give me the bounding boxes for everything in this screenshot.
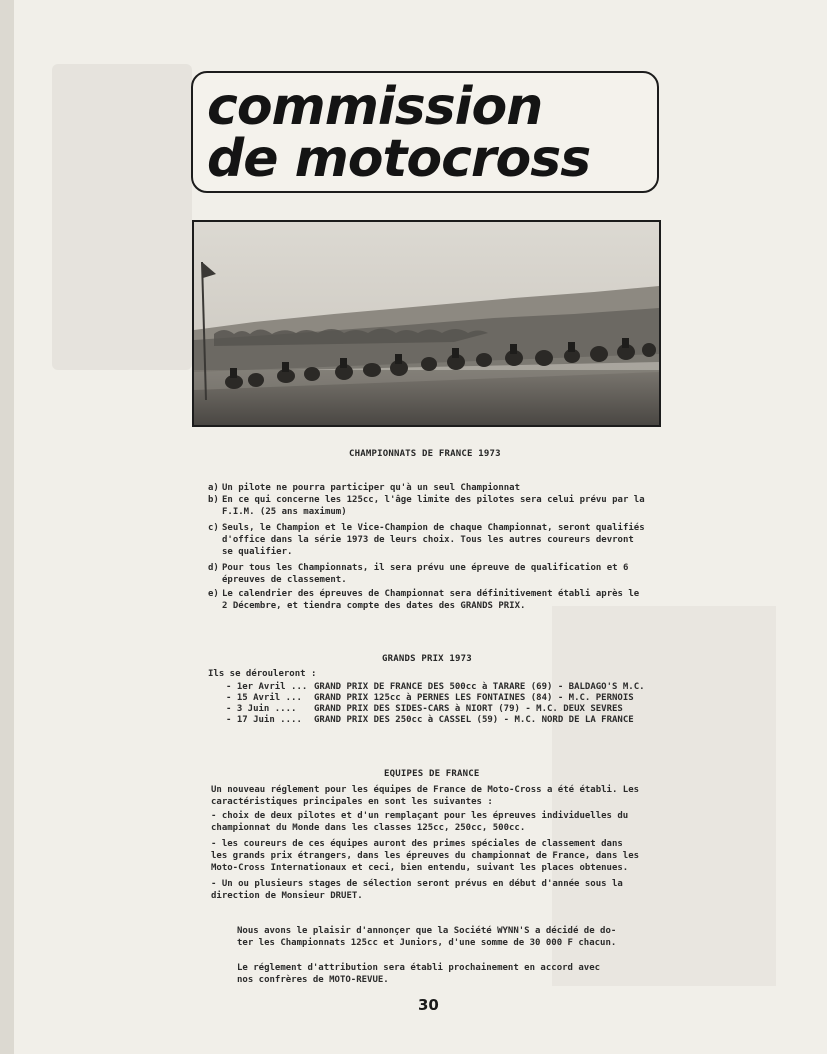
grand-prix-date: - 15 Avril ... <box>226 693 302 703</box>
equipes-point-line: direction de Monsieur DRUET. <box>211 891 363 901</box>
grand-prix-date: - 3 Juin .... <box>226 704 297 714</box>
item-line: F.I.M. (25 ans maximum) <box>222 507 347 517</box>
page-title-line-1: commission <box>207 77 543 137</box>
championnats-item-e <box>208 588 639 612</box>
equipes-point-line: les grands prix étrangers, dans les épreuves du championnat de France, dans les <box>211 851 640 861</box>
item-marker: e) <box>208 589 219 599</box>
annonce-line: ter les Championnats 125cc et Juniors, d'une somme de 30 000 F chacun. <box>237 938 617 948</box>
annonce-paragraph-2 <box>237 962 600 986</box>
equipes-point-3 <box>211 878 623 902</box>
equipes-point-line: - choix de deux pilotes et d'un remplaçant pour les épreuves individuelles du <box>211 811 629 821</box>
grand-prix-date: - 17 Juin .... <box>226 715 302 725</box>
bleed-through-photo-left <box>52 64 192 370</box>
item-line: En ce qui concerne les 125cc, l'âge limite des pilotes sera celui prévu par la <box>222 495 645 505</box>
equipes-point-line: - les coureurs de ces équipes auront des primes spéciales de classement dans <box>211 839 623 849</box>
page-binding-edge <box>0 0 14 1054</box>
equipes-intro-line: caractéristiques principales en sont les suivantes : <box>211 797 493 807</box>
item-line: Seuls, le Champion et le Vice-Champion de chaque Championnat, seront qualifiés <box>222 523 645 533</box>
grand-prix-event: GRAND PRIX DE FRANCE DES 500cc à TARARE (69) - BALDAGO'S M.C. <box>314 682 645 692</box>
championnats-item-d <box>208 562 628 586</box>
item-line: se qualifier. <box>222 547 293 557</box>
motocross-race-photo <box>192 220 661 427</box>
annonce-line: Nous avons le plaisir d'annonçer que la Société WYNN'S a décidé de do- <box>237 926 617 936</box>
grand-prix-row <box>226 682 645 693</box>
championnats-item-c <box>208 522 645 558</box>
item-line: 2 Décembre, et tiendra compte des dates des GRANDS PRIX. <box>222 601 526 611</box>
grand-prix-row <box>226 715 634 726</box>
title-box <box>191 71 659 193</box>
championnats-item-b <box>208 494 645 518</box>
item-marker: d) <box>208 563 219 573</box>
item-marker: c) <box>208 523 219 533</box>
annonce-line: nos confrères de MOTO-REVUE. <box>237 975 389 985</box>
item-line: d'office dans la série 1973 de leurs choix. Tous les autres coureurs devront <box>222 535 634 545</box>
equipes-intro <box>211 784 639 808</box>
equipes-point-1 <box>211 810 628 834</box>
item-line: Pour tous les Championnats, il sera prévu une épreuve de qualification et 6 <box>222 563 629 573</box>
item-line: Le calendrier des épreuves de Championnat sera définitivement établi après le <box>222 589 640 599</box>
equipes-heading: EQUIPES DE FRANCE <box>384 769 480 779</box>
grand-prix-event: GRAND PRIX DES SIDES-CARS à NIORT (79) - M.C. DEUX SEVRES <box>314 704 623 714</box>
annonce-paragraph-1 <box>237 925 616 937</box>
item-line: Un pilote ne pourra participer qu'à un seul Championnat <box>222 483 521 493</box>
equipes-intro-line: Un nouveau réglement pour les équipes de France de Moto-Cross a été établi. Les <box>211 785 640 795</box>
grand-prix-row <box>226 704 623 715</box>
page-title-line-2: de motocross <box>207 129 591 189</box>
annonce-line: Le réglement d'attribution sera établi prochainement en accord avec <box>237 963 601 973</box>
annonce-paragraph-1-cont <box>237 937 616 949</box>
page-number: 30 <box>418 996 439 1014</box>
equipes-point-line: Moto-Cross Internationaux et ceci, bien entendu, suivant les places obtenues. <box>211 863 629 873</box>
grand-prix-event: GRAND PRIX 125cc à PERNES LES FONTAINES (84) - M.C. PERNOIS <box>314 693 634 703</box>
grands-prix-intro: Ils se dérouleront : <box>208 669 317 679</box>
grand-prix-date: - 1er Avril ... <box>226 682 308 692</box>
grand-prix-event: GRAND PRIX DES 250cc à CASSEL (59) - M.C. NORD DE LA FRANCE <box>314 715 634 725</box>
grand-prix-row <box>226 693 634 704</box>
item-line: épreuves de classement. <box>222 575 347 585</box>
item-marker: a) <box>208 483 219 493</box>
championnats-heading: CHAMPIONNATS DE FRANCE 1973 <box>349 449 501 459</box>
equipes-point-line: - Un ou plusieurs stages de sélection seront prévus en début d'année sous la <box>211 879 623 889</box>
item-marker: b) <box>208 495 219 505</box>
championnats-item-a <box>208 482 520 494</box>
equipes-point-2 <box>211 838 639 874</box>
equipes-point-line: championnat du Monde dans les classes 125cc, 250cc, 500cc. <box>211 823 526 833</box>
grands-prix-heading: GRANDS PRIX 1973 <box>382 654 472 664</box>
